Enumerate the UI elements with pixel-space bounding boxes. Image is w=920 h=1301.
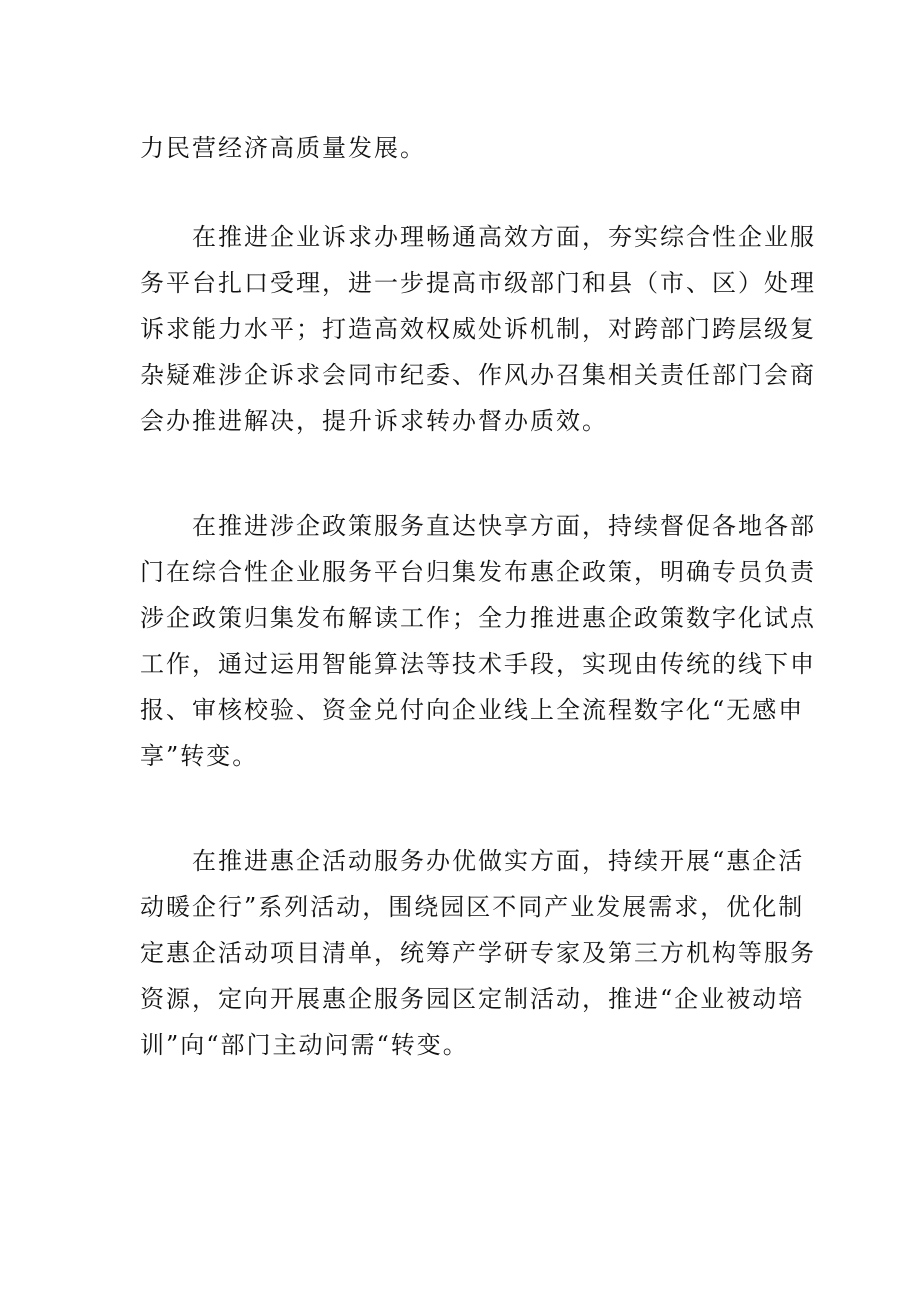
paragraph-line: 资源，定向开展惠企服务园区定制活动，推进“企业被动培 <box>140 985 805 1013</box>
paragraph-2 <box>140 214 816 444</box>
paragraph-line: 工作，通过运用智能算法等技术手段，实现由传统的线下申 <box>140 650 816 678</box>
paragraph-line: 务平台扎口受理，进一步提高市级部门和县（市、区）处理 <box>140 269 816 297</box>
paragraph-line: 涉企政策归集发布解读工作；全力推进惠企政策数字化试点 <box>140 604 816 632</box>
paragraph-line: 享”转变。 <box>140 742 259 770</box>
paragraph-3 <box>140 503 816 779</box>
paragraph-line: 诉求能力水平；打造高效权威处诉机制，对跨部门跨层级复 <box>140 315 816 343</box>
paragraph-line: 报、审核校验、资金兑付向企业线上全流程数字化“无感申 <box>140 696 805 724</box>
paragraph-4 <box>140 838 816 1068</box>
paragraph-line: 训”向“部门主动问需“转变。 <box>140 1031 469 1059</box>
paragraph-line: 力民营经济高质量发展。 <box>140 134 426 162</box>
paragraph-1 <box>140 125 780 171</box>
paragraph-line: 在推进涉企政策服务直达快享方面，持续督促各地各部 <box>192 512 816 540</box>
paragraph-line: 门在综合性企业服务平台归集发布惠企政策，明确专员负责 <box>140 558 816 586</box>
paragraph-line: 动暖企行”系列活动，围绕园区不同产业发展需求，优化制 <box>140 893 805 921</box>
paragraph-line: 在推进企业诉求办理畅通高效方面，夯实综合性企业服 <box>192 223 816 251</box>
paragraph-line: 定惠企活动项目清单，统筹产学研专家及第三方机构等服务 <box>140 939 816 967</box>
paragraph-line: 在推进惠企活动服务办优做实方面，持续开展“惠企活 <box>192 847 805 875</box>
paragraph-line: 杂疑难涉企诉求会同市纪委、作风办召集相关责任部门会商 <box>140 361 816 389</box>
paragraph-line: 会办推进解决，提升诉求转办督办质效。 <box>140 407 608 435</box>
